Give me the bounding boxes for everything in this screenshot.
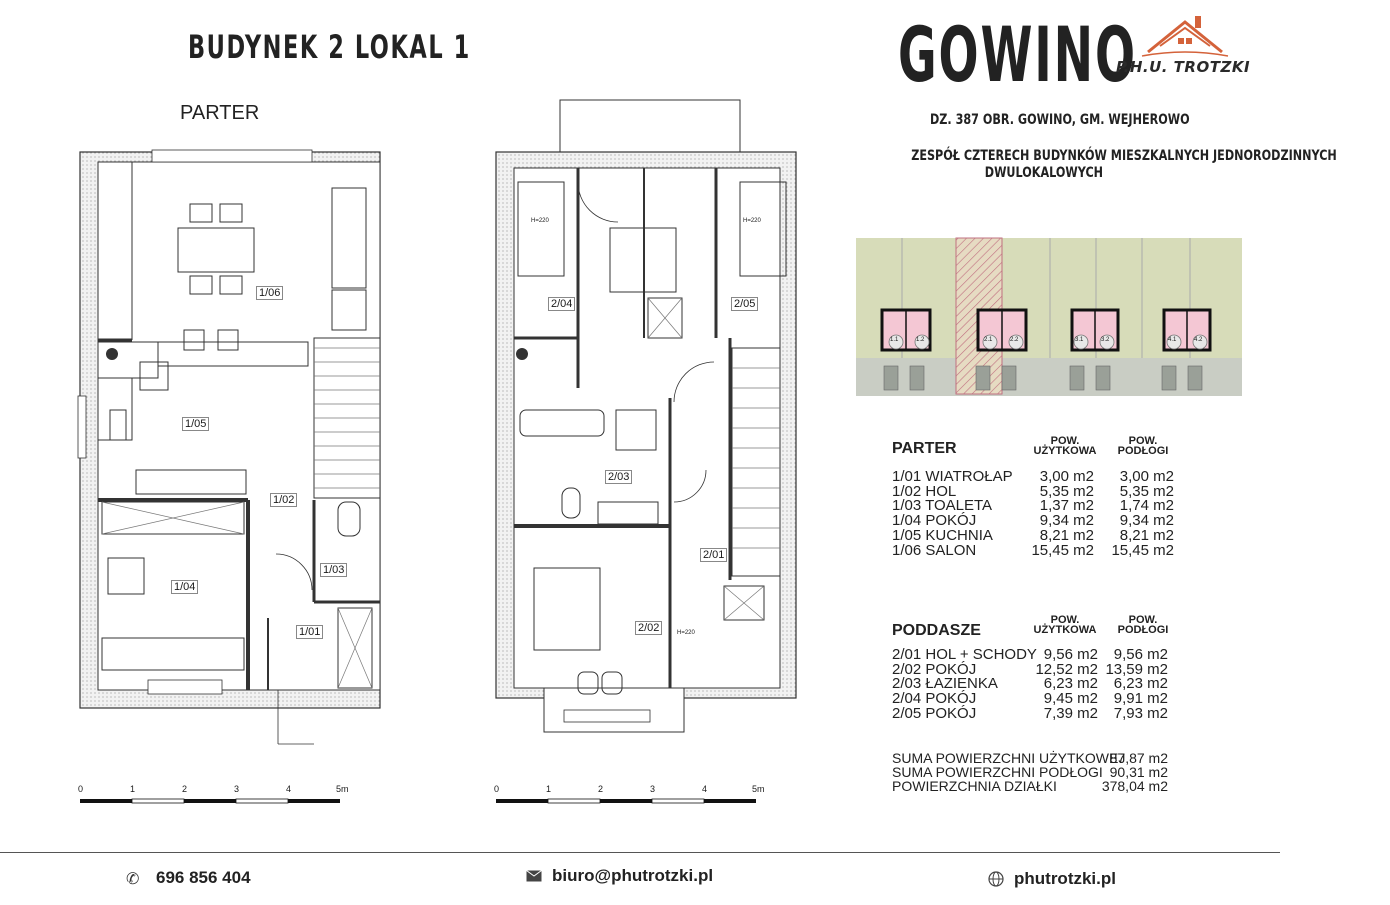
area-row-usable: 3,00 m2 bbox=[1039, 468, 1094, 485]
ground-floor-plan bbox=[78, 148, 390, 744]
room-label: 1/04 bbox=[171, 580, 198, 594]
company-name: P.H.U. TROTZKI bbox=[1116, 58, 1251, 76]
area-summary bbox=[892, 752, 1182, 798]
room-label: 1/01 bbox=[296, 625, 323, 639]
area-row-usable: 6,23 m2 bbox=[1043, 675, 1098, 693]
summary-name: POWIERZCHNIA DZIAŁKI bbox=[892, 778, 1057, 794]
usable-header-l1: POW. bbox=[1050, 614, 1080, 626]
site-plan bbox=[856, 238, 1242, 396]
site-unit-label: 1.2 bbox=[916, 337, 925, 343]
scale-tick: 5m bbox=[752, 784, 765, 794]
room-label: 2/03 bbox=[605, 470, 632, 484]
page-title: BUDYNEK 2 LOKAL 1 bbox=[188, 28, 471, 66]
site-unit-label-highlighted: 2.1 bbox=[984, 337, 993, 343]
description-line-2: DWULOKALOWYCH bbox=[984, 165, 1104, 181]
area-row-name: 2/02 POKÓJ bbox=[892, 660, 977, 678]
floor-area-header bbox=[1112, 436, 1174, 456]
poddasze-area-table bbox=[892, 613, 1182, 733]
floor-header-l2: PODŁOGI bbox=[1117, 624, 1169, 636]
parter-heading: PARTER bbox=[892, 440, 957, 457]
room-label: 1/05 bbox=[182, 417, 209, 431]
area-row-usable: 9,45 m2 bbox=[1043, 690, 1098, 708]
area-row-floor: 15,45 m2 bbox=[1111, 541, 1174, 559]
bed-height-note: H=220 bbox=[743, 218, 761, 224]
brand-name: GOWINO bbox=[898, 10, 1137, 99]
site-unit-label: 4.2 bbox=[1194, 337, 1203, 343]
area-row-name: 2/04 POKÓJ bbox=[892, 690, 977, 708]
plot-address: DZ. 387 OBR. GOWINO, GM. WEJHEROWO bbox=[930, 112, 1190, 128]
room-label: 2/04 bbox=[548, 297, 575, 311]
area-row-name: 1/04 POKÓJ bbox=[892, 512, 977, 530]
area-row-floor: 8,21 m2 bbox=[1119, 526, 1174, 544]
scale-tick: 0 bbox=[494, 784, 500, 794]
area-row-floor: 7,93 m2 bbox=[1113, 704, 1168, 722]
area-row-name: 1/01 WIATROŁAP bbox=[892, 468, 1013, 485]
bed-height-note: H=220 bbox=[677, 630, 695, 636]
email-link[interactable]: biuro@phutrotzki.pl bbox=[552, 866, 714, 885]
usable-area-header bbox=[1020, 436, 1110, 456]
ground-floor-label: PARTER bbox=[180, 102, 260, 124]
scale-tick: 4 bbox=[702, 784, 708, 794]
scale-tick: 4 bbox=[286, 784, 292, 794]
usable-area-header bbox=[1020, 615, 1110, 635]
area-row-usable: 1,37 m2 bbox=[1039, 497, 1094, 515]
area-row-name: 1/02 HOL bbox=[892, 482, 957, 500]
scale-tick: 2 bbox=[598, 784, 604, 794]
project-description bbox=[858, 148, 1337, 182]
parter-area-table bbox=[892, 436, 1182, 566]
site-unit-label: 4.1 bbox=[1168, 337, 1177, 343]
summary-value: 87,87 m2 bbox=[1109, 750, 1168, 766]
area-row-usable: 8,21 m2 bbox=[1039, 526, 1094, 544]
area-row-floor: 3,00 m2 bbox=[1119, 468, 1174, 485]
room-label: 1/03 bbox=[320, 563, 347, 577]
room-label: 2/01 bbox=[700, 548, 727, 562]
summary-name: SUMA POWIERZCHNI UŻYTKOWEJ bbox=[892, 750, 1126, 766]
area-row-name: 1/06 SALON bbox=[892, 541, 977, 559]
room-label: 1/06 bbox=[256, 286, 283, 300]
area-row-usable: 9,34 m2 bbox=[1039, 512, 1094, 530]
floor-header-l1: POW. bbox=[1128, 435, 1158, 447]
room-label: 1/02 bbox=[270, 493, 297, 507]
site-unit-label: 2.2 bbox=[1010, 337, 1019, 343]
usable-header-l2: UŻYTKOWA bbox=[1033, 624, 1097, 636]
poddasze-heading: PODDASZE bbox=[892, 622, 981, 639]
area-row-usable: 9,56 m2 bbox=[1043, 646, 1098, 663]
globe-icon bbox=[988, 871, 1004, 887]
scale-bar-ground bbox=[76, 782, 360, 806]
bed-height-note: H=220 bbox=[531, 218, 549, 224]
scale-bar-attic bbox=[492, 782, 776, 806]
usable-header-l2: UŻYTKOWA bbox=[1033, 445, 1097, 457]
scale-tick: 1 bbox=[546, 784, 552, 794]
phone-number[interactable]: 696 856 404 bbox=[156, 868, 251, 887]
area-row-floor: 1,74 m2 bbox=[1119, 497, 1174, 515]
area-row-floor: 9,91 m2 bbox=[1113, 690, 1168, 708]
attic-floor-plan bbox=[494, 98, 800, 744]
scale-tick: 2 bbox=[182, 784, 188, 794]
area-row-usable: 15,45 m2 bbox=[1031, 541, 1094, 559]
area-row-usable: 12,52 m2 bbox=[1035, 660, 1098, 678]
room-label: 2/02 bbox=[635, 621, 662, 635]
site-unit-label: 3.1 bbox=[1075, 337, 1084, 343]
area-row-floor: 9,56 m2 bbox=[1113, 646, 1168, 663]
usable-header-l1: POW. bbox=[1050, 435, 1080, 447]
area-row-name: 1/03 TOALETA bbox=[892, 497, 993, 515]
summary-value: 90,31 m2 bbox=[1109, 764, 1168, 780]
area-row-usable: 5,35 m2 bbox=[1039, 482, 1094, 500]
area-row-floor: 9,34 m2 bbox=[1119, 512, 1174, 530]
area-row-name: 2/03 ŁAZIENKA bbox=[892, 675, 998, 693]
area-row-usable: 7,39 m2 bbox=[1043, 704, 1098, 722]
footer-divider bbox=[0, 852, 1280, 853]
floor-area-header bbox=[1112, 615, 1174, 635]
phone-icon: ✆ bbox=[126, 871, 140, 888]
area-row-floor: 13,59 m2 bbox=[1105, 660, 1168, 678]
area-row-name: 1/05 KUCHNIA bbox=[892, 526, 993, 544]
scale-tick: 5m bbox=[336, 784, 349, 794]
summary-name: SUMA POWIERZCHNI PODŁOGI bbox=[892, 764, 1103, 780]
scale-tick: 3 bbox=[234, 784, 240, 794]
floor-header-l2: PODŁOGI bbox=[1117, 445, 1169, 457]
description-line-1: ZESPÓŁ CZTERECH BUDYNKÓW MIESZKALNYCH JEDNORODZINNYCH bbox=[911, 148, 1337, 164]
area-row-floor: 6,23 m2 bbox=[1113, 675, 1168, 693]
area-row-floor: 5,35 m2 bbox=[1119, 482, 1174, 500]
room-label: 2/05 bbox=[731, 297, 758, 311]
scale-tick: 1 bbox=[130, 784, 136, 794]
website-link[interactable]: phutrotzki.pl bbox=[1014, 869, 1116, 888]
site-unit-label: 3.2 bbox=[1101, 337, 1110, 343]
scale-tick: 0 bbox=[78, 784, 84, 794]
area-row-name: 2/01 HOL + SCHODY bbox=[892, 646, 1037, 663]
area-row-name: 2/05 POKÓJ bbox=[892, 704, 977, 722]
house-logo-icon bbox=[1140, 12, 1230, 58]
scale-tick: 3 bbox=[650, 784, 656, 794]
email-icon bbox=[526, 870, 542, 882]
floor-header-l1: POW. bbox=[1128, 614, 1158, 626]
summary-value: 378,04 m2 bbox=[1101, 778, 1168, 794]
site-unit-label: 1.1 bbox=[890, 337, 899, 343]
